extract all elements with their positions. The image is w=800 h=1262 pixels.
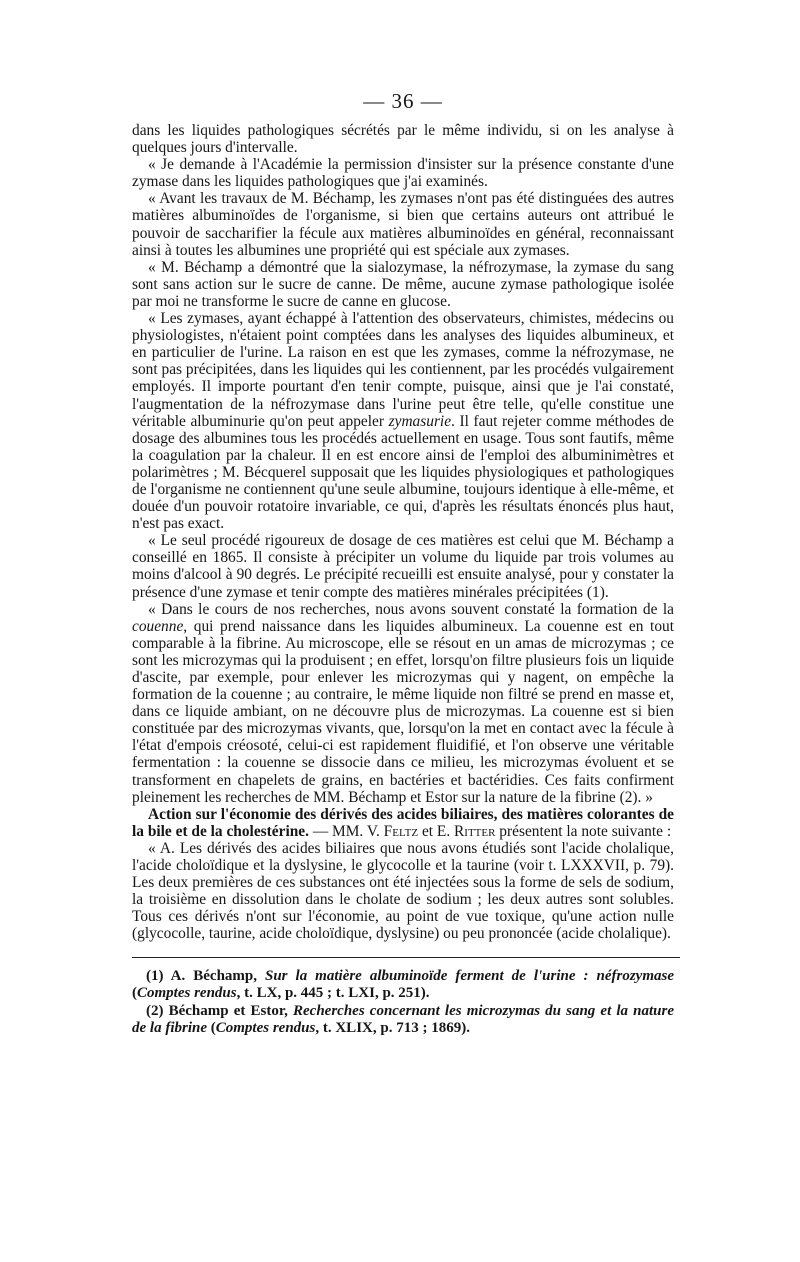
paragraph-4: « M. Béchamp a démontré que la sialozymase, la néfrozymase, la zymase du sang sont sans action sur le sucre de canne. De même, aucune zymase pathologique isolée par moi ne transforme le sucre de canne en glucose. (132, 258, 674, 310)
paragraph-7-tail: , qui prend naissance dans les liquides albumineux. La couenne est en tout comparable à la fibrine. Au microscope, elle se résout en un amas de microzymas ; ce sont les microzymas qui la produisent ; en effet, lorsqu'on filtre plusieurs fois un liquide d'ascite, par exemple, pour enlever les microzymas qui y nagent, on empêche la formation de la couenne ; au contraire, le même liquide non filtré se prend en masse et, dans ce liquide ambiant, on ne découvre plus de microzymas. La couenne est si bien constituée par des microzymas vivants, que, lorsqu'on la met en contact avec la fécule à l'état d'empois créosoté, celui-ci est rapidement fluidifié, et l'on observe une véritable fermentation : la couenne se dissocie dans ce milieu, les microzymas évoluent et se transforment en chapelets de grains, en bactéries et bactéridies. Ces faits confirment pleinement les recherches de MM. Béchamp et Estor sur la nature de la fibrine (2). » (132, 617, 674, 806)
footnote-2 (132, 1003, 674, 1038)
page-number: — 36 — (363, 89, 443, 113)
footnote-1-paren: ( (132, 985, 137, 1001)
paragraph-7 (132, 601, 674, 806)
footnotes (132, 968, 674, 1038)
footnote-2-paren: ( (207, 1020, 216, 1036)
section-heading (132, 806, 674, 840)
paragraph-5-text: « Les zymases, ayant échappé à l'attention des observateurs, chimistes, médecins ou physiologistes, n'étaient point comptées dans les analyses des liquides albumineux, et en particulier de l'urine. La raison en est que les zymases, comme la néfrozymase, ne sont pas précipitées, dans les liquides qui les contiennent, par les procédés vulgairement employés. Il importe pourtant d'en tenir compte, puisque, ainsi que je l'ai constaté, l'augmentation de la néfrozymase dans l'urine peut être telle, qu'elle constitue une véritable albuminurie qu'on peut appeler (132, 310, 674, 430)
footnote-1-title: Sur la matière albuminoïde ferment de l'urine : néfrozymase (265, 967, 674, 984)
section-and: et E. (418, 822, 455, 840)
italic-term-couenne: couenne (132, 617, 184, 635)
italic-term-zymasurie: zymasurie (388, 412, 452, 430)
footnote-1-ref: , t. LX, p. 445 ; t. LXI, p. 251). (236, 985, 430, 1001)
paragraph-6: « Le seul procédé rigoureux de dosage de ces matières est celui que M. Béchamp a conseillé en 1865. Il consiste à précipiter un volume du liquide par trois volumes au moins d'alcool à 90 degrés. Le précipité recueilli est ensuite analysé, pour y constater la présence d'une zymase et tenir compte des matières minérales précipitées (1). (132, 532, 674, 601)
paragraph-8: « A. Les dérivés des acides biliaires que nous avons étudiés sont l'acide cholalique, l'acide choloïdique et la dyslysine, le glycocolle et la taurine (voir t. LXXXVII, p. 79). Les deux premières de ces substances ont été injectées sous la forme de sels de sodium, la troisième en dissolution dans le cholate de sodium ; les deux autres sont solubles. Tous ces dérivés n'ont sur l'économie, au point de vue toxique, qu'une action nulle (glycocolle, taurine, acide choloïdique, dyslysine) ou peu prononcée (acide cholalique). (132, 839, 674, 943)
author-ritter: Ritter (454, 822, 496, 840)
document-page (132, 88, 674, 1038)
author-feltz: Feltz (383, 822, 419, 840)
footnote-2-marker: (2) Béchamp et Estor, (146, 1002, 294, 1019)
paragraph-5 (132, 310, 674, 532)
footnote-1-marker: (1) A. Béchamp, (146, 967, 265, 984)
footnote-2-title: Recherches concernant les microzymas du sang et la nature de la fibrine (132, 1002, 675, 1036)
body-text (132, 122, 674, 943)
paragraph-2: « Je demande à l'Académie la permission d'insister sur la présence constante d'une zymase dans les liquides pathologiques que j'ai examinés. (132, 156, 674, 191)
paragraph-1: dans les liquides pathologiques sécrétés par le même individu, si on les analyse à quelques jours d'intervalle. (132, 122, 674, 157)
footnote-rule (132, 957, 680, 958)
footnote-1-journal: Comptes rendus (137, 985, 237, 1001)
paragraph-5-tail: . Il faut rejeter comme méthodes de dosage des albumines tous les procédés actuellement en usage. Tous sont fautifs, même la coagulation par la chaleur. Il en est encore ainsi de l'emploi des albuminimètres et polarimètres ; M. Bécquerel supposait que les liquides physiologiques et pathologiques de l'organisme ne contiennent qu'une seule albumine, toujours identique à elle-même, et douée d'un pouvoir rotatoire invariable, ce qui, d'après les résultats énoncés plus haut, n'est pas exact. (132, 412, 675, 533)
footnote-2-journal: Comptes rendus (215, 1020, 316, 1036)
paragraph-7-text: « Dans le cours de nos recherches, nous avons souvent constaté la formation de la (148, 600, 674, 618)
section-title: Action sur l'économie des dérivés des acides biliaires, des matières colorantes de la bile et de la cholestérine. (132, 805, 674, 840)
paragraph-3: « Avant les travaux de M. Béchamp, les zymases n'ont pas été distinguées des autres matières albuminoïdes de l'organisme, si bien que certains auteurs ont attribué le pouvoir de saccharifier la fécule aux matières albuminoïdes en général, reconnaissant ainsi à toutes les albumines une propriété qui est spéciale aux zymases. (132, 190, 674, 259)
section-intro: présentent la note suivante : (495, 822, 672, 840)
footnote-1 (132, 968, 674, 1003)
section-dash: — MM. V. (308, 822, 384, 840)
footnote-2-ref: , t. XLIX, p. 713 ; 1869). (315, 1020, 470, 1036)
